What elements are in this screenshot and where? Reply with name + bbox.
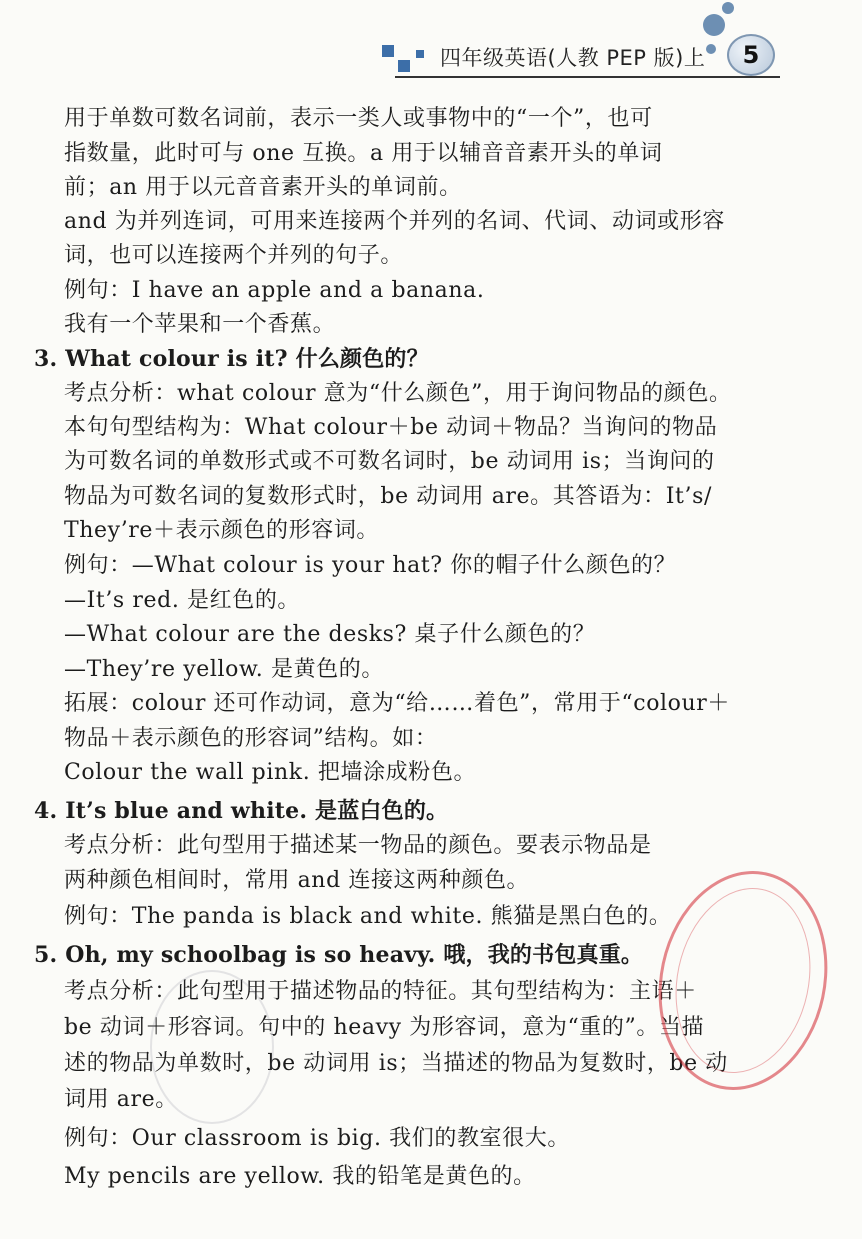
extension-line: 拓展：colour 还可作动词，意为“给……着色”，常用于“colour＋	[64, 691, 731, 716]
text-line: 述的物品为单数时，be 动词用 is；当描述的物品为复数时，be 动	[64, 1051, 728, 1076]
section-heading-3: 3. What colour is it? 什么颜色的？	[34, 346, 429, 372]
example-line: 例句：The panda is black and white. 熊猫是黑白色的。	[64, 904, 672, 929]
example-line: 例句：—What colour is your hat? 你的帽子什么颜色的？	[64, 553, 677, 578]
header-dot-small	[722, 2, 734, 14]
section-heading-5: 5. Oh, my schoolbag is so heavy. 哦，我的书包真重。	[34, 942, 644, 968]
analysis-line: 考点分析：此句型用于描述物品的特征。其句型结构为：主语＋	[64, 979, 697, 1004]
translation-line: 我有一个苹果和一个香蕉。	[64, 312, 336, 337]
text-line: 前；an 用于以元音音素开头的单词前。	[64, 175, 462, 200]
header-square-1	[382, 45, 394, 57]
example-line: 例句：I have an apple and a banana.	[64, 278, 485, 303]
dialogue-line: —It’s red. 是红色的。	[64, 588, 301, 613]
header-title: 四年级英语(人教 PEP 版)上	[440, 46, 706, 70]
text-line: 词用 are。	[64, 1087, 178, 1112]
section-heading-4: 4. It’s blue and white. 是蓝白色的。	[34, 798, 449, 824]
page-number: 5	[727, 34, 775, 76]
text-line: and 为并列连词，可用来连接两个并列的名词、代词、动词或形容	[64, 209, 725, 234]
header-dot-large	[703, 14, 725, 36]
example-line: Colour the wall pink. 把墙涂成粉色。	[64, 760, 477, 785]
text-line: 指数量，此时可与 one 互换。a 用于以辅音音素开头的单词	[64, 141, 663, 166]
header-square-3	[416, 50, 424, 58]
text-line: 为可数名词的单数形式或不可数名词时，be 动词用 is；当询问的	[64, 449, 715, 474]
example-line: My pencils are yellow. 我的铅笔是黄色的。	[64, 1164, 536, 1189]
text-line: They’re＋表示颜色的形容词。	[64, 518, 380, 543]
header-rule	[395, 76, 780, 78]
text-line: be 动词＋形容词。句中的 heavy 为形容词，意为“重的”。当描	[64, 1015, 705, 1040]
text-line: 物品为可数名词的复数形式时，be 动词用 are。其答语为：It’s/	[64, 484, 712, 509]
analysis-line: 考点分析：what colour 意为“什么颜色”，用于询问物品的颜色。	[64, 381, 732, 406]
example-line: 例句：Our classroom is big. 我们的教室很大。	[64, 1126, 570, 1151]
text-line: 本句句型结构为：What colour＋be 动词＋物品？当询问的物品	[64, 415, 718, 440]
analysis-line: 考点分析：此句型用于描述某一物品的颜色。要表示物品是	[64, 833, 652, 858]
text-line: 词，也可以连接两个并列的句子。	[64, 243, 404, 268]
text-line: 用于单数可数名词前，表示一类人或事物中的“一个”，也可	[64, 106, 653, 131]
header-dot-tiny	[706, 44, 716, 54]
dialogue-line: —They’re yellow. 是黄色的。	[64, 657, 384, 682]
dialogue-line: —What colour are the desks? 桌子什么颜色的？	[64, 622, 596, 647]
text-line: 两种颜色相间时，常用 and 连接这两种颜色。	[64, 868, 530, 893]
text-line: 物品＋表示颜色的形容词”结构。如：	[64, 726, 438, 751]
header-square-2	[398, 60, 410, 72]
